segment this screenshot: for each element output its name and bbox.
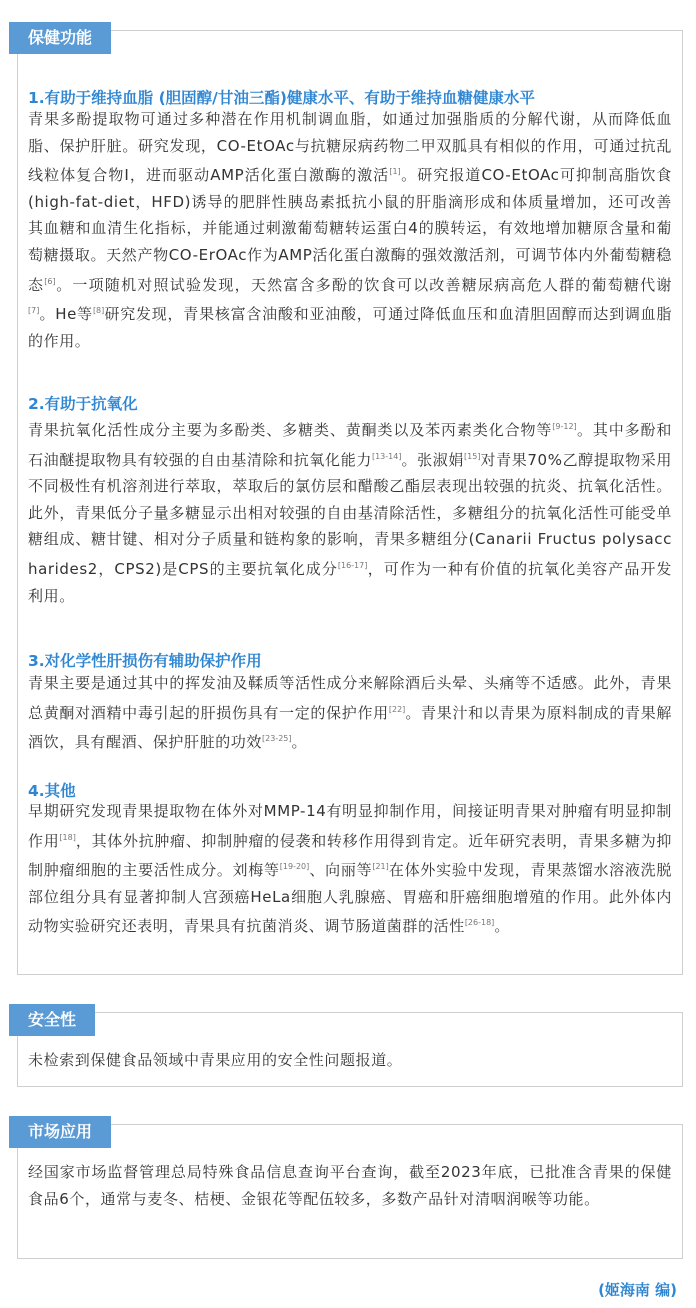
citation-ref: [22] xyxy=(388,704,406,714)
text-run: 青果主要是通过其中的挥发油及鞣质等活性成分来解除酒后头晕、头痛等不适感。此外，青果总黄酮对酒精中毒引起的肝损伤具有一定的保护作用 xyxy=(28,674,672,722)
citation-ref: [9-12] xyxy=(552,422,577,431)
subheading-1: 1.有助于维持血脂 (胆固醇/甘油三酯)健康水平、有助于维持血糖健康水平 xyxy=(28,89,535,107)
text-run: 在体外实验中发现，青果蒸馏水溶液洗脱部位组分具有显著抑制人宫颈癌HeLa细胞人乳腺癌、胃癌和肝癌细胞增殖的作用。此外体内动物实验研究还表明，青果具有抗菌消炎、调节肠道菌群的活性 xyxy=(28,861,672,936)
text-run: 。研究报道CO-EtOAc可抑制高脂饮食(high-fat-diet，HFD)诱导的肥胖性胰岛素抵抗小鼠的肝脂滴形成和体质量增加，还可改善其血糖和血清生化指标，并能通过刺激葡萄糖转运蛋白4的膜转运，有效地增加糖原含量和葡萄糖摄取。天然产物CO-ErOAc作为AMP活化蛋白激酶的强效激活剂，可调节体内外葡萄糖稳态 xyxy=(28,166,672,294)
text-run: ，其体外抗肿瘤、抑制肿瘤的侵袭和转移作用得到肯定。近年研究表明，青果多糖为抑制肿瘤细胞的主要活性成分。刘梅等 xyxy=(28,831,673,880)
editor-credit: (姬海南 编) xyxy=(598,1281,677,1299)
text-run: 研究发现，青果核富含油酸和亚油酸，可通过降低血压和血清胆固醇而达到调血脂的作用。 xyxy=(28,305,672,350)
section-tag-market: 市场应用 xyxy=(9,1116,111,1148)
text-run: 。张淑娟 xyxy=(401,450,465,469)
safety-section xyxy=(17,1012,683,1087)
text-run: ，可作为一种有价值的抗氧化美容产品开发利用。 xyxy=(28,559,672,605)
text-run: 青果抗氧化活性成分主要为多酚类、多糖类、黄酮类以及苯丙素类化合物等 xyxy=(28,421,553,439)
citation-ref: [8] xyxy=(92,306,105,316)
citation-ref: [1] xyxy=(389,167,401,177)
citation-ref: [23-25] xyxy=(262,734,292,744)
text-run: 、向丽等 xyxy=(309,861,373,880)
paragraph-1 xyxy=(28,106,672,354)
health-function-section xyxy=(17,30,683,975)
citation-ref: [19-20] xyxy=(279,862,310,872)
text-run: 。一项随机对照试验发现，天然富含多酚的饮食可以改善糖尿病高危人群的葡萄糖代谢 xyxy=(55,275,672,294)
section-tag-health: 保健功能 xyxy=(9,22,111,54)
citation-ref: [21] xyxy=(372,862,389,872)
market-section xyxy=(17,1124,683,1259)
text-run: 对青果70%乙醇提取物采用不同极性有机溶剂进行萃取，萃取后的氯仿层和醋酸乙酯层表现出较强的抗炎、抗氧化活性。此外，青果低分子量多糖显示出相对较强的自由基清除活性，多糖组分的抗氧化活性可能受单糖组成、糖甘键、相对分子质量和链构象的影响，青果多糖组分(Canarii Fructus polysaccharides2，CPS2)是CPS的主要抗氧化成分 xyxy=(28,450,672,578)
citation-ref: [15] xyxy=(464,451,481,461)
text-run: 。 xyxy=(291,733,308,752)
text-run: 。 xyxy=(494,917,510,936)
subheading-3: 3.对化学性肝损伤有辅助保护作用 xyxy=(28,652,262,670)
market-paragraph: 经国家市场监督管理总局特殊食品信息查询平台查询，截至2023年底，已批准含青果的保健食品6个，通常与麦冬、桔梗、金银花等配伍较多，多数产品针对清咽润喉等功能。 xyxy=(28,1163,672,1208)
citation-ref: [6] xyxy=(44,276,56,286)
text-run: 。He等 xyxy=(39,305,93,324)
subheading-2: 2.有助于抗氧化 xyxy=(28,395,138,413)
safety-paragraph: 未检索到保健食品领域中青果应用的安全性问题报道。 xyxy=(28,1051,403,1069)
citation-ref: [26-18] xyxy=(464,918,495,928)
text-run: 。其中多酚和石油醚提取物具有较强的自由基清除和抗氧化能力 xyxy=(28,421,672,469)
citation-ref: [13-14] xyxy=(371,451,402,461)
text-run: 。青果汁和以青果为原料制成的青果解酒饮，具有醒酒、保护肝脏的功效 xyxy=(28,703,672,752)
citation-ref: [7] xyxy=(28,306,40,316)
subheading-4: 4.其他 xyxy=(28,782,76,800)
paragraph-4 xyxy=(28,798,672,940)
paragraph-2 xyxy=(28,414,672,609)
text-run: 青果多酚提取物可通过多种潜在作用机制调血脂，如通过加强脂质的分解代谢，从而降低血脂、保护肝脏。研究发现，CO-EtOAc与抗糖尿病药物二甲双胍具有相似的作用，可通过抗乱线粒体复合物I，进而驱动AMP活化蛋白激酶的激活 xyxy=(28,110,672,185)
text-run: 早期研究发现青果提取物在体外对MMP-14有明显抑制作用，间接证明青果对肿瘤有明显抑制作用 xyxy=(28,802,672,850)
paragraph-3 xyxy=(28,670,672,756)
citation-ref: [18] xyxy=(59,832,76,842)
citation-ref: [16-17] xyxy=(337,560,368,570)
section-tag-safety: 安全性 xyxy=(9,1004,95,1036)
